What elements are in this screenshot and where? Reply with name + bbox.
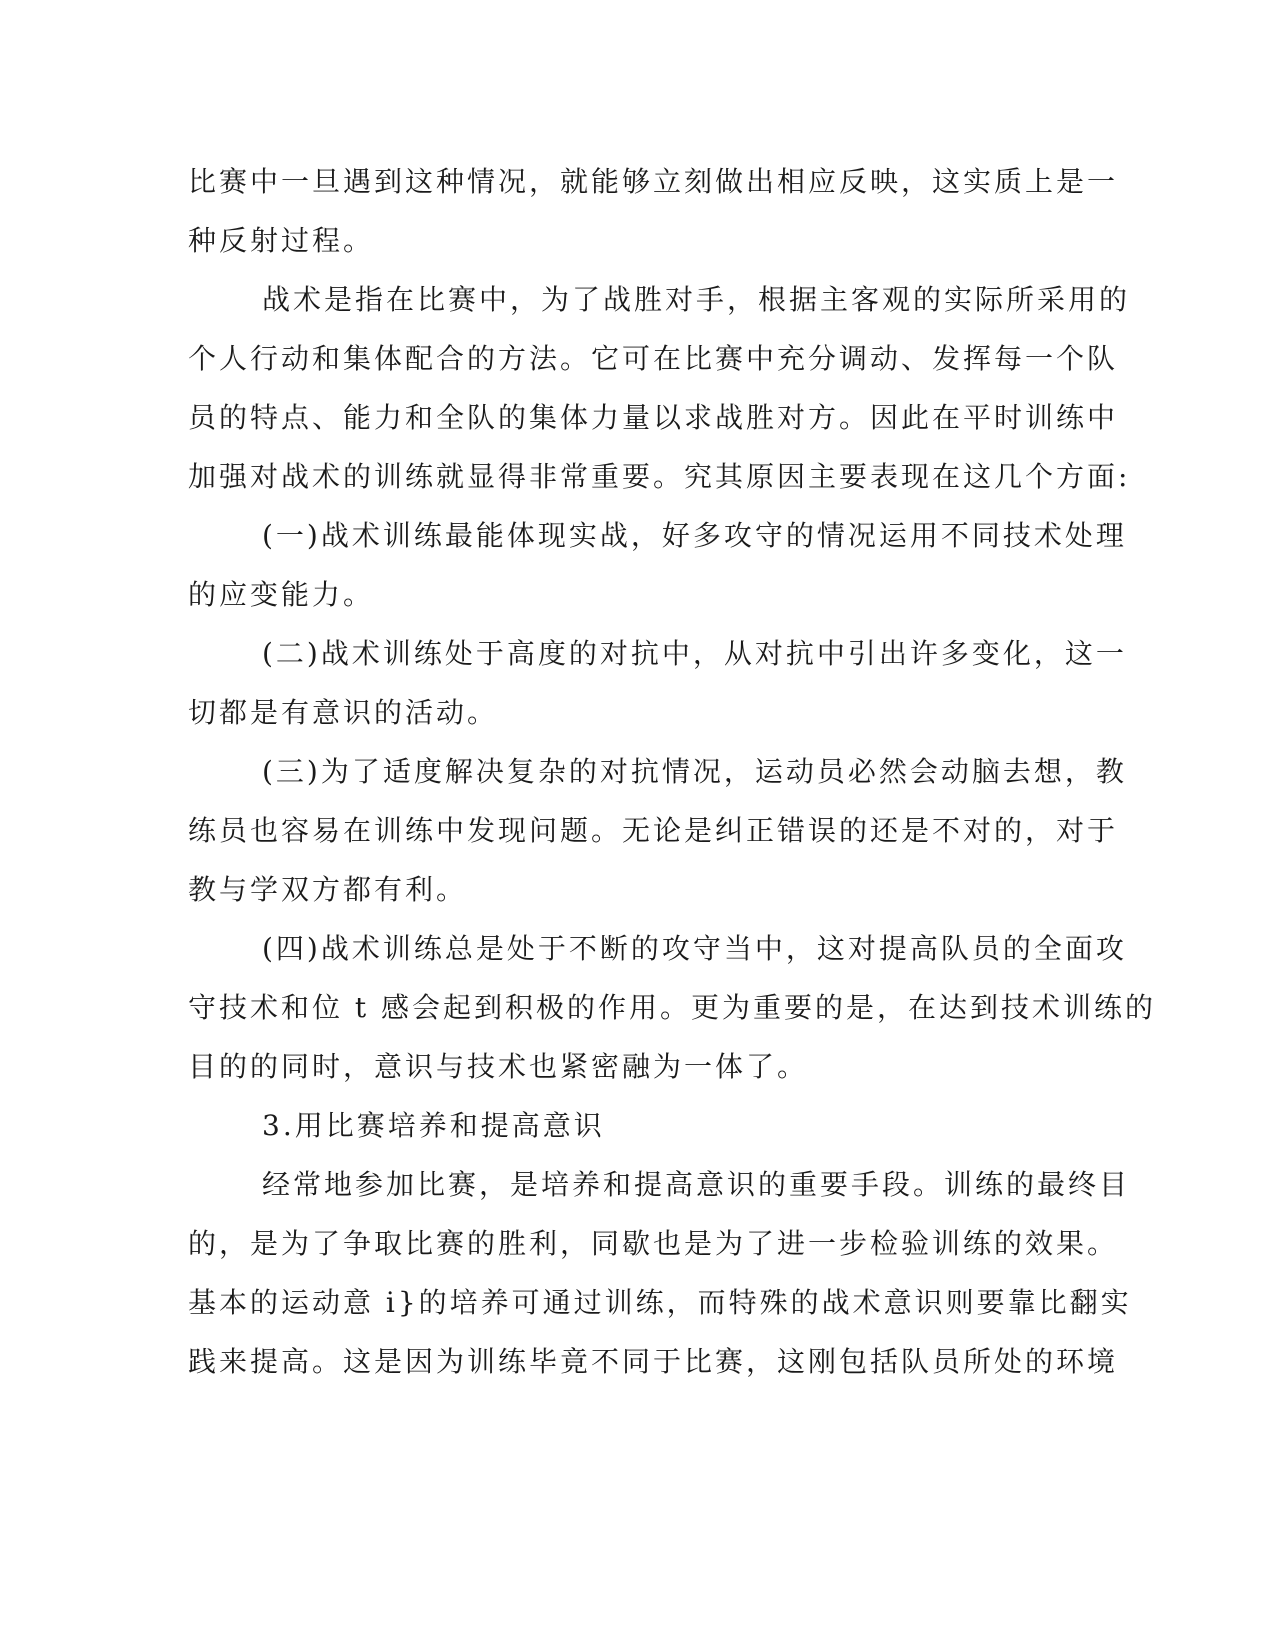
- list-item-first-line: (二)战术训练处于高度的对抗中，从对抗中引出许多变化，这一: [262, 637, 1127, 670]
- paragraph-first-line: 战术是指在比赛中，为了战胜对手，根据主客观的实际所采用的: [262, 283, 1131, 316]
- body-text-line: 比赛中一旦遇到这种情况，就能够立刻做出相应反映，这实质上是一: [188, 165, 1119, 198]
- body-text-line: 守技术和位 t 感会起到积极的作用。更为重要的是，在达到技术训练的: [188, 991, 1157, 1024]
- body-text-line: 践来提高。这是因为训练毕竟不同于比赛，这刚包括队员所处的环境: [188, 1345, 1119, 1378]
- body-text-line: 练员也容易在训练中发现问题。无论是纠正错误的还是不对的，对于: [188, 814, 1119, 847]
- body-text-line: 切都是有意识的活动。: [188, 696, 499, 729]
- body-text-line: 员的特点、能力和全队的集体力量以求战胜对方。因此在平时训练中: [188, 401, 1119, 434]
- body-text-line: 教与学双方都有利。: [188, 873, 468, 906]
- section-heading: 3.用比赛培养和提高意识: [262, 1109, 605, 1142]
- body-text-line: 的应变能力。: [188, 578, 375, 611]
- list-item-first-line: (三)为了适度解决复杂的对抗情况，运动员必然会动脑去想，教: [262, 755, 1127, 788]
- body-text-line: 目的的同时，意识与技术也紧密融为一体了。: [188, 1050, 809, 1083]
- paragraph-first-line: 经常地参加比赛，是培养和提高意识的重要手段。训练的最终目: [262, 1168, 1131, 1201]
- body-text-line: 基本的运动意 i}的培养可通过训练，而特殊的战术意识则要靠比翻实: [188, 1286, 1132, 1319]
- body-text-line: 个人行动和集体配合的方法。它可在比赛中充分调动、发挥每一个队: [188, 342, 1119, 375]
- list-item-first-line: (一)战术训练最能体现实战，好多攻守的情况运用不同技术处理: [262, 519, 1127, 552]
- body-text-line: 种反射过程。: [188, 224, 375, 257]
- body-text-line: 的，是为了争取比赛的胜利，同歇也是为了进一步检验训练的效果。: [188, 1227, 1119, 1260]
- body-text-line: 加强对战术的训练就显得非常重要。究其原因主要表现在这几个方面:: [188, 460, 1131, 493]
- list-item-first-line: (四)战术训练总是处于不断的攻守当中，这对提高队员的全面攻: [262, 932, 1127, 965]
